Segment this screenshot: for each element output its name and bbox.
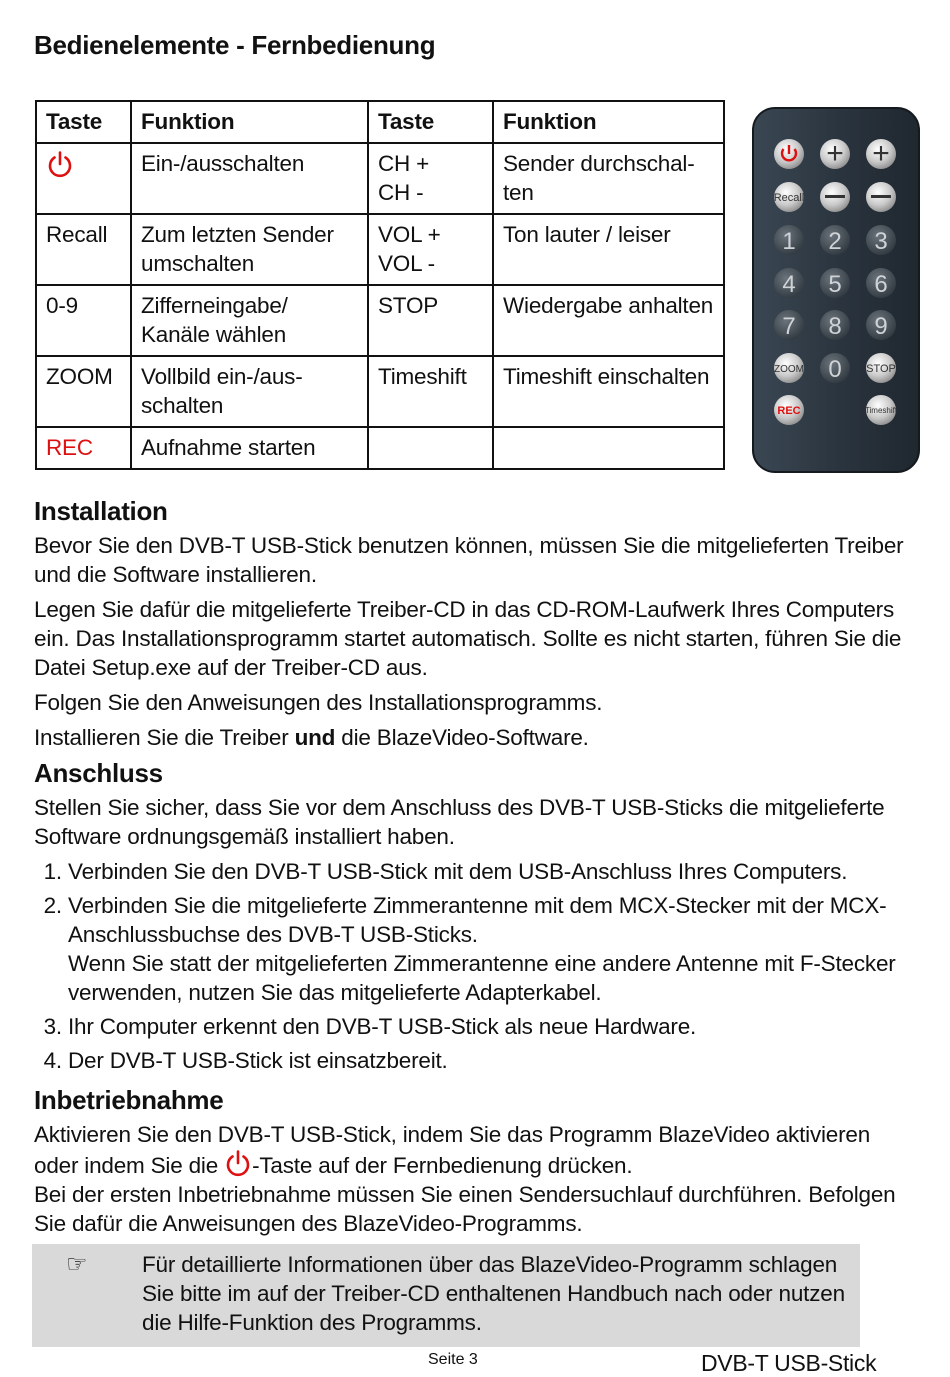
key-cell: ZOOM <box>36 356 131 427</box>
remote-digit-label: 0 <box>828 356 842 383</box>
remote-digit-label: 1 <box>782 228 796 255</box>
anschluss-intro: Stellen Sie sicher, dass Sie vor dem Anschluss des DVB-T USB-Sticks die mitgelieferte Software ordnungsgemäß installiert haben. <box>34 795 885 849</box>
svg-text:+: + <box>872 137 890 170</box>
table-row <box>36 285 724 356</box>
function-cell <box>493 427 724 469</box>
text-span: Aktivieren Sie den DVB-T USB-Stick, indem Sie das Programm BlazeVideo aktivieren oder indem Sie die <box>34 1122 871 1178</box>
remote-digit-label: 9 <box>874 313 888 340</box>
key-cell: STOP <box>368 285 493 356</box>
anschluss-heading: Anschluss <box>34 758 163 788</box>
header-taste-2: Taste <box>368 101 493 143</box>
key-cell: Recall <box>36 214 131 285</box>
key-function-table <box>35 100 725 470</box>
remote-stop-label: STOP <box>866 363 896 375</box>
list-item <box>68 891 914 1007</box>
remote-digit-label: 2 <box>828 228 842 255</box>
text-span: die BlazeVideo-Software. <box>335 725 589 750</box>
remote-timeshift-label: Timeshift <box>864 406 898 415</box>
table-header-row <box>36 101 724 143</box>
header-funktion-1: Funktion <box>131 101 368 143</box>
function-cell: Vollbild ein-/aus- schalten <box>131 356 368 427</box>
function-cell: Zum letzten Sender umschalten <box>131 214 368 285</box>
page-number: Seite 3 <box>428 1351 478 1368</box>
inbetriebnahme-heading: Inbetriebnahme <box>34 1085 224 1115</box>
remote-digit-label: 6 <box>874 271 888 298</box>
remote-digit-label: 4 <box>782 271 796 298</box>
step-extra: Wenn Sie statt der mitgelieferten Zimmerantenne eine andere Antenne mit F-Stecker verwenden, nutzen Sie das mitgelieferte Adapterkabel. <box>68 951 896 1005</box>
text-span: -Taste auf der Fernbedienung drücken. <box>252 1153 633 1178</box>
text-span: Installieren Sie die Treiber <box>34 725 295 750</box>
svg-text:+: + <box>826 137 844 170</box>
table-row <box>36 356 724 427</box>
key-cell: CH + CH - <box>368 143 493 214</box>
installation-paragraph <box>34 723 914 752</box>
list-item: 4. Der DVB-T USB-Stick ist einsatzbereit. <box>68 1046 914 1075</box>
installation-heading: Installation <box>34 496 168 526</box>
content <box>34 490 914 1347</box>
function-cell: Timeshift einschalten <box>493 356 724 427</box>
header-funktion-2: Funktion <box>493 101 724 143</box>
power-icon <box>46 150 74 180</box>
key-cell-rec: REC <box>36 427 131 469</box>
inbetriebnahme-section <box>34 1085 914 1347</box>
page-title: Bedienelemente - Fernbedienung <box>34 30 436 60</box>
info-note <box>32 1244 860 1347</box>
installation-paragraph: Legen Sie dafür die mitgelieferte Treiber-CD in das CD-ROM-Laufwerk Ihres Computers ein. Das Installationsprogramm startet automatisch. Sollte es nicht starten, führen Sie die Datei Setup.exe auf der Treiber-CD aus. <box>34 597 902 680</box>
anschluss-section <box>34 758 914 1075</box>
inbetriebnahme-paragraph <box>34 1120 914 1180</box>
power-key-cell <box>36 143 131 214</box>
pointing-hand-icon: ☞ <box>66 1251 88 1278</box>
function-cell: Sender durchschal- ten <box>493 143 724 214</box>
remote-digit-label: 3 <box>874 228 888 255</box>
anschluss-steps <box>34 857 914 1075</box>
remote-control-image <box>752 107 920 473</box>
key-cell <box>368 427 493 469</box>
table-row <box>36 427 724 469</box>
installation-section <box>34 496 914 752</box>
remote-rec-label: REC <box>777 405 801 417</box>
function-cell: Zifferneingabe/ Kanäle wählen <box>131 285 368 356</box>
note-text: Für detaillierte Informationen über das BlazeVideo-Programm schlagen Sie bitte im auf der Treiber-CD enthaltenen Handbuch nach oder nutzen die Hilfe-Funktion des Programms. <box>142 1252 845 1335</box>
list-item: 1. Verbinden Sie den DVB-T USB-Stick mit dem USB-Anschluss Ihres Computers. <box>68 857 914 886</box>
key-cell: 0-9 <box>36 285 131 356</box>
remote-digit-label: 7 <box>782 313 796 340</box>
function-cell: Ton lauter / leiser <box>493 214 724 285</box>
function-cell: Wiedergabe anhalten <box>493 285 724 356</box>
installation-paragraph: Bevor Sie den DVB-T USB-Stick benutzen können, müssen Sie die mitgelieferten Treiber und die Software installieren. <box>34 533 904 587</box>
remote-zoom-label: ZOOM <box>774 364 804 375</box>
table-row <box>36 143 724 214</box>
table-row <box>36 214 724 285</box>
key-cell: Timeshift <box>368 356 493 427</box>
remote-digit-label: 8 <box>828 313 842 340</box>
power-icon <box>224 1149 252 1179</box>
function-cell: Aufnahme starten <box>131 427 368 469</box>
footer-title: DVB-T USB-Stick <box>701 1350 877 1376</box>
remote-digit-label: 5 <box>828 271 842 298</box>
remote-recall-label: Recall <box>773 192 805 204</box>
header-taste-1: Taste <box>36 101 131 143</box>
function-cell: Ein-/ausschalten <box>131 143 368 214</box>
key-cell: VOL + VOL - <box>368 214 493 285</box>
bold-text: und <box>294 725 336 750</box>
inbetriebnahme-paragraph: Bei der ersten Inbetriebnahme müssen Sie einen Sendersuchlauf durchführen. Befolgen Sie dafür die Anweisungen des BlazeVideo-Programms. <box>34 1182 896 1236</box>
step-text: Verbinden Sie die mitgelieferte Zimmerantenne mit dem MCX-Stecker mit der MCX-Anschlussbuchse des DVB-T USB-Sticks. <box>68 893 887 947</box>
list-item: 3. Ihr Computer erkennt den DVB-T USB-Stick als neue Hardware. <box>68 1012 914 1041</box>
installation-paragraph: Folgen Sie den Anweisungen des Installationsprogramms. <box>34 690 603 715</box>
